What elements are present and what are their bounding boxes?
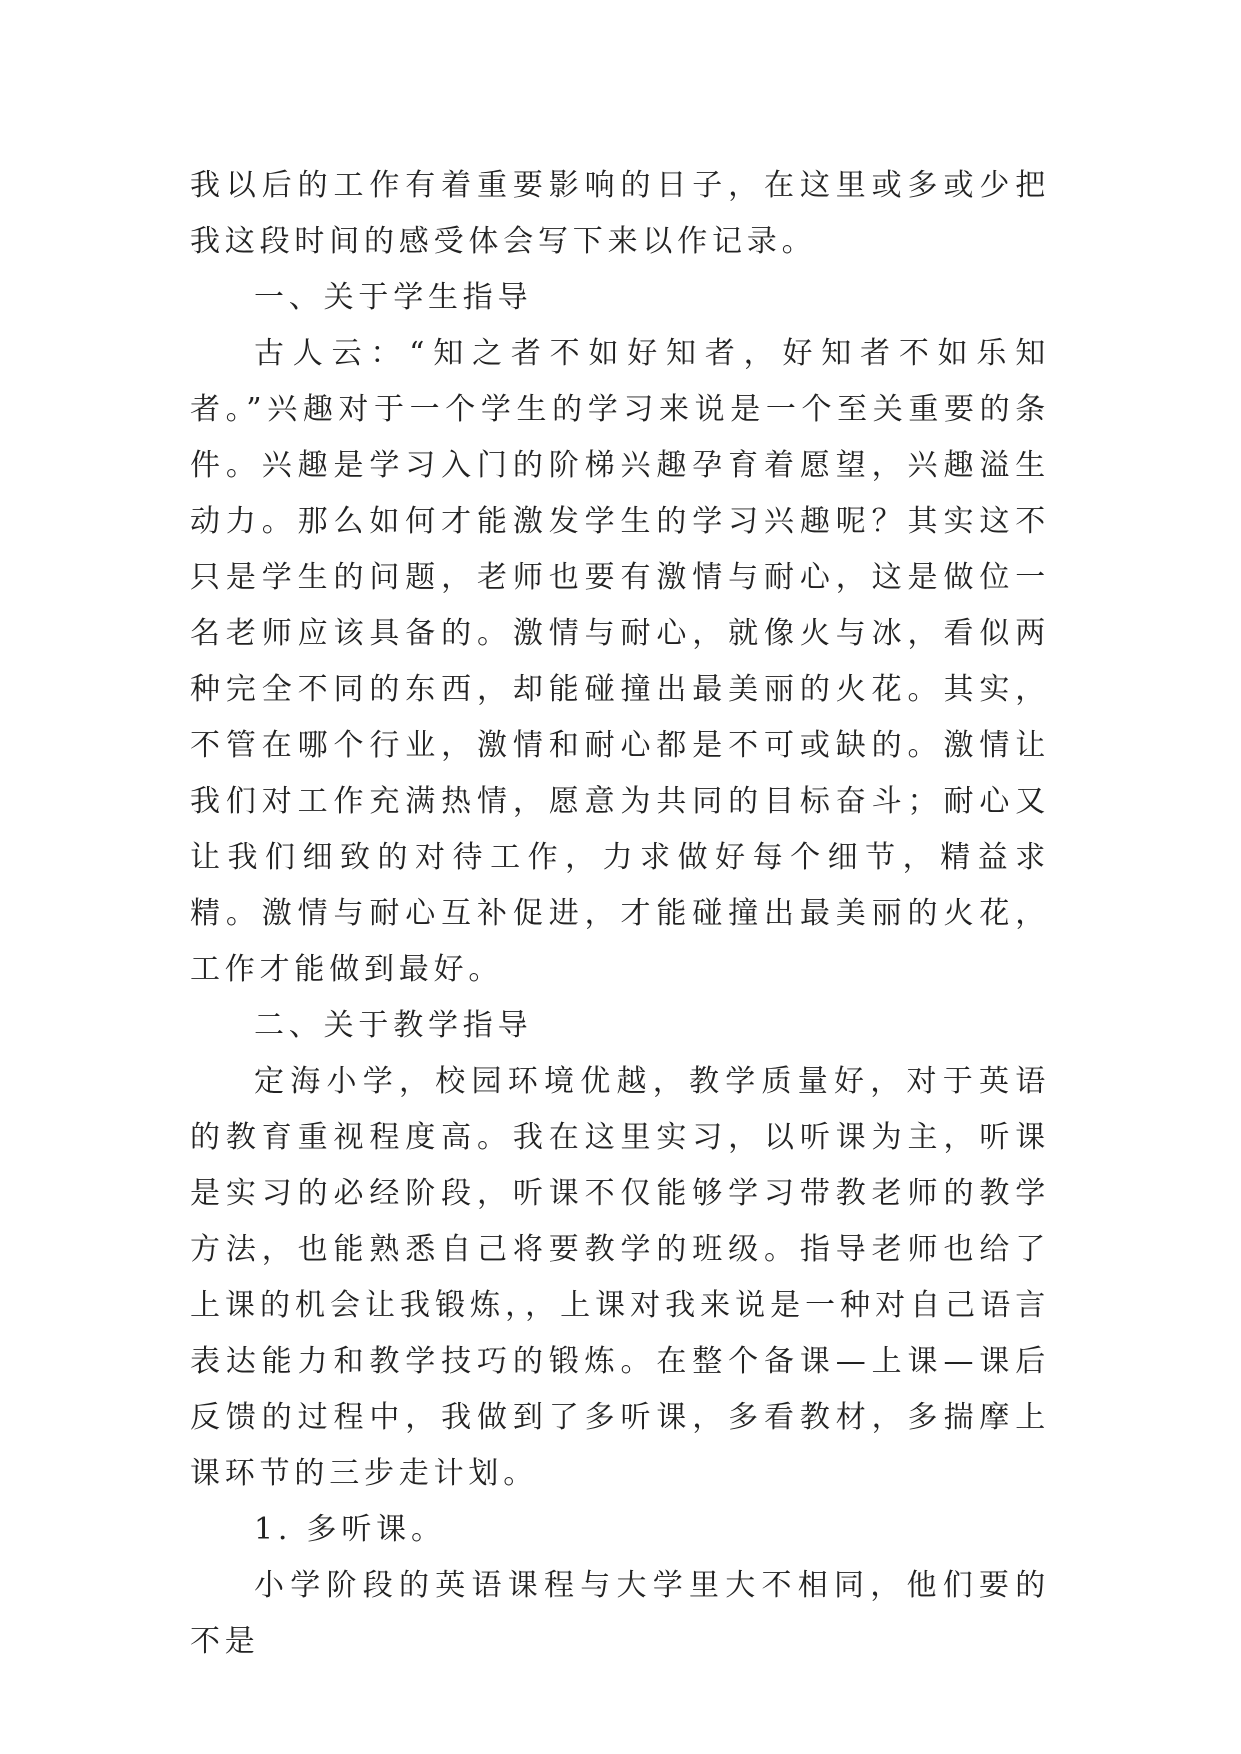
paragraph-intro-continuation: 我以后的工作有着重要影响的日子，在这里或多或少把我这段时间的感受体会写下来以作记录。 xyxy=(190,168,1050,259)
paragraph-student-guidance: 古人云：“知之者不如好知者，好知者不如乐知者。”兴趣对于一个学生的学习来说是一个至关重要的条件。兴趣是学习入门的阶梯兴趣孕育着愿望，兴趣溢生动力。那么如何才能激发学生的学习兴趣呢？其实这不只是学生的问题，老师也要有激情与耐心，这是做位一名老师应该具备的。激情与耐心，就像火与冰，看似两种完全不同的东西，却能碰撞出最美丽的火花。其实，不管在哪个行业，激情和耐心都是不可或缺的。激情让我们对工作充满热情，愿意为共同的目标奋斗；耐心又让我们细致的对待工作，力求做好每个细节，精益求精。激情与耐心互补促进，才能碰撞出最美丽的火花，工作才能做到最好。 xyxy=(190,336,1050,987)
section-heading-teaching-guidance: 二、关于教学指导 xyxy=(254,1008,533,1043)
paragraph-teaching-guidance: 定海小学，校园环境优越，教学质量好，对于英语的教育重视程度高。我在这里实习，以听课为主，听课是实习的必经阶段，听课不仅能够学习带教老师的教学方法，也能熟悉自己将要教学的班级。指导老师也给了上课的机会让我锻炼，，上课对我来说是一种对自己语言表达能力和教学技巧的锻炼。在整个备课—上课—课后反馈的过程中，我做到了多听课，多看教材，多揣摩上课环节的三步走计划。 xyxy=(190,1064,1050,1491)
section-heading-student-guidance: 一、关于学生指导 xyxy=(254,280,533,315)
subheading-listen-more: 1. 多听课。 xyxy=(254,1512,446,1547)
document-body xyxy=(190,158,1050,1670)
paragraph-listen-more: 小学阶段的英语课程与大学里大不相同，他们要的不是 xyxy=(190,1568,1050,1659)
